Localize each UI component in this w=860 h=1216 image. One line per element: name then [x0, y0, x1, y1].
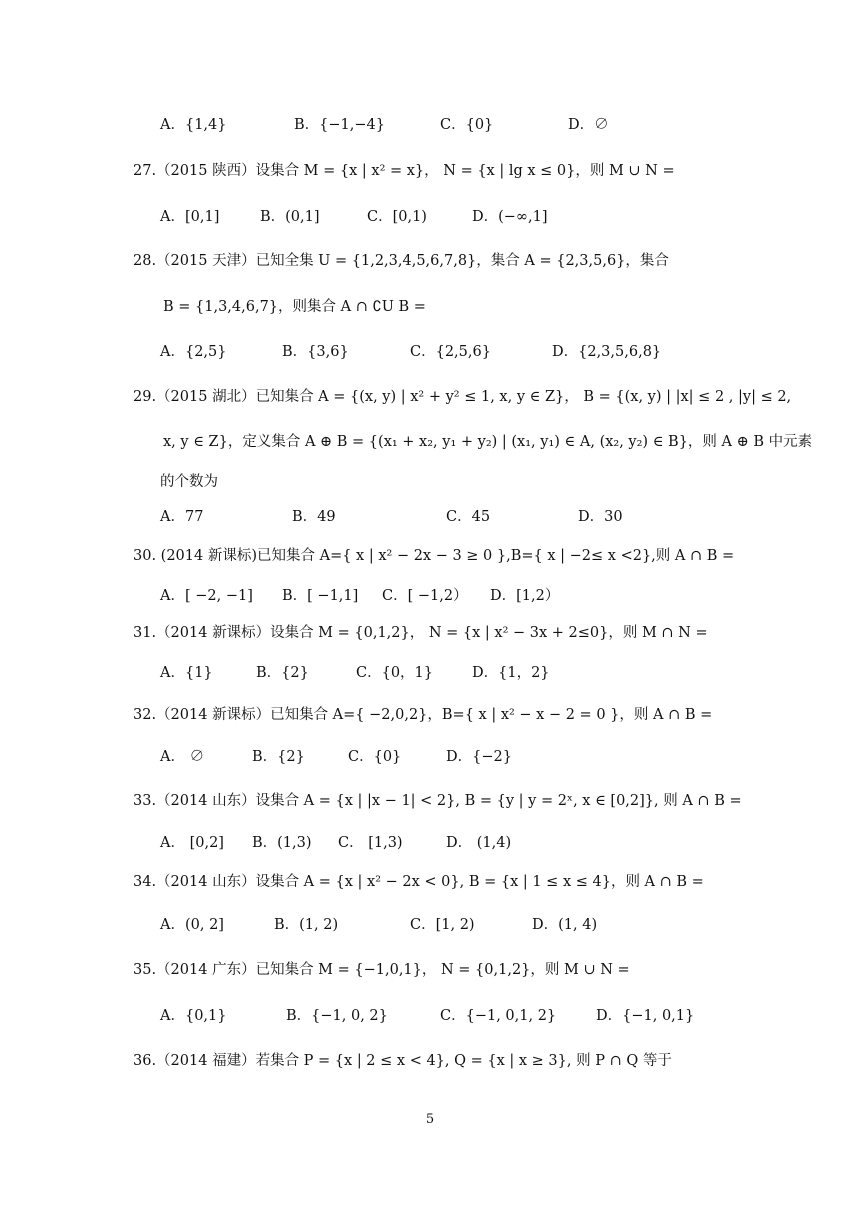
q28-stem: 28.（2015 天津）已知全集 U = {1,2,3,4,5,6,7,8}，集合 A = {2,3,5,6}，集合: [133, 253, 669, 269]
q29-stem-cont: x, y ∈ Z}，定义集合 A ⊕ B = {(x₁ + x₂, y₁ + y₂) | (x₁, y₁) ∈ A, (x₂, y₂) ∈ B}，则 A ⊕ B 中元素: [163, 434, 813, 450]
q32-option-d: D．{−2}: [446, 749, 512, 765]
q34-stem: 34.（2014 山东）设集合 A = {x | x² − 2x < 0}, B = {x | 1 ≤ x ≤ 4}，则 A ∩ B =: [133, 874, 704, 890]
q27-option-a: A．[0,1]: [160, 209, 220, 225]
q35-option-c: C．{−1, 0,1, 2}: [440, 1008, 557, 1024]
q26-option-b: B．{−1,−4}: [294, 117, 385, 133]
q30-option-c: C．[ −1,2）: [382, 588, 468, 604]
q35-option-a: A．{0,1}: [160, 1008, 227, 1024]
q33-option-d: D． (1,4): [446, 835, 512, 851]
q31-option-d: D．{1，2}: [472, 665, 550, 681]
q30-option-d: D．[1,2）: [490, 588, 560, 604]
q31-option-a: A．{1}: [160, 665, 213, 681]
q31-option-c: C．{0，1}: [356, 665, 433, 681]
q33-stem: 33.（2014 山东）设集合 A = {x | |x − 1| < 2}, B = {y | y = 2ˣ, x ∈ [0,2]}, 则 A ∩ B =: [133, 793, 742, 809]
q26-option-a: A．{1,4}: [160, 117, 227, 133]
q35-option-d: D．{−1, 0,1}: [596, 1008, 695, 1024]
q28-option-a: A．{2,5}: [160, 344, 227, 360]
q32-option-b: B．{2}: [252, 749, 305, 765]
q32-stem: 32.（2014 新课标）已知集合 A={ −2,0,2}，B={ x | x² − x − 2 = 0 }，则 A ∩ B =: [133, 707, 713, 723]
q29-stem: 29.（2015 湖北）已知集合 A = {(x, y) | x² + y² ≤ 1, x, y ∈ Z}， B = {(x, y) | |x| ≤ 2 , |y| ≤ 2,: [133, 389, 792, 405]
q30-option-b: B．[ −1,1]: [282, 588, 359, 604]
q32-option-a: A． ∅: [160, 749, 205, 765]
q26-option-d: D．∅: [568, 117, 609, 133]
q29-option-b: B．49: [292, 509, 336, 525]
q35-stem: 35.（2014 广东）已知集合 M = {−1,0,1}， N = {0,1,2}，则 M ∪ N =: [133, 962, 630, 978]
q35-option-b: B．{−1, 0, 2}: [286, 1008, 388, 1024]
q30-stem: 30. (2014 新课标)已知集合 A={ x | x² − 2x − 3 ≥ 0 },B={ x | −2≤ x <2},则 A ∩ B =: [133, 548, 735, 564]
q29-option-a: A．77: [160, 509, 204, 525]
q31-option-b: B．{2}: [256, 665, 309, 681]
q28-stem-cont: B = {1,3,4,6,7}，则集合 A ∩ ∁U B =: [163, 299, 426, 315]
q36-stem: 36.（2014 福建）若集合 P = {x | 2 ≤ x < 4}, Q = {x | x ≥ 3}, 则 P ∩ Q 等于: [133, 1053, 672, 1069]
q34-option-d: D．(1, 4): [532, 917, 598, 933]
q28-option-c: C．{2,5,6}: [410, 344, 491, 360]
q27-option-b: B．(0,1]: [260, 209, 320, 225]
q32-option-c: C．{0}: [348, 749, 402, 765]
q29-option-d: D．30: [578, 509, 623, 525]
q27-stem: 27.（2015 陕西）设集合 M = {x | x² = x}， N = {x | lg x ≤ 0}，则 M ∪ N =: [133, 163, 675, 179]
q34-option-b: B．(1, 2): [274, 917, 339, 933]
q26-option-c: C．{0}: [440, 117, 494, 133]
q29-stem-cont2: 的个数为: [160, 474, 218, 490]
q33-option-c: C． [1,3): [338, 835, 403, 851]
q27-option-d: D．(−∞,1]: [472, 209, 548, 225]
q29-option-c: C．45: [446, 509, 491, 525]
q33-option-a: A． [0,2]: [160, 835, 224, 851]
q28-option-b: B．{3,6}: [282, 344, 349, 360]
q34-option-a: A．(0, 2]: [160, 917, 224, 933]
q34-option-c: C．[1, 2): [410, 917, 475, 933]
q27-option-c: C．[0,1): [367, 209, 427, 225]
q28-option-d: D．{2,3,5,6,8}: [552, 344, 662, 360]
q33-option-b: B．(1,3): [252, 835, 312, 851]
q31-stem: 31.（2014 新课标）设集合 M = {0,1,2}， N = {x | x² − 3x + 2≤0}，则 M ∩ N =: [133, 625, 708, 641]
page-number: 5: [425, 1112, 435, 1127]
q30-option-a: A．[ −2, −1]: [160, 588, 253, 604]
